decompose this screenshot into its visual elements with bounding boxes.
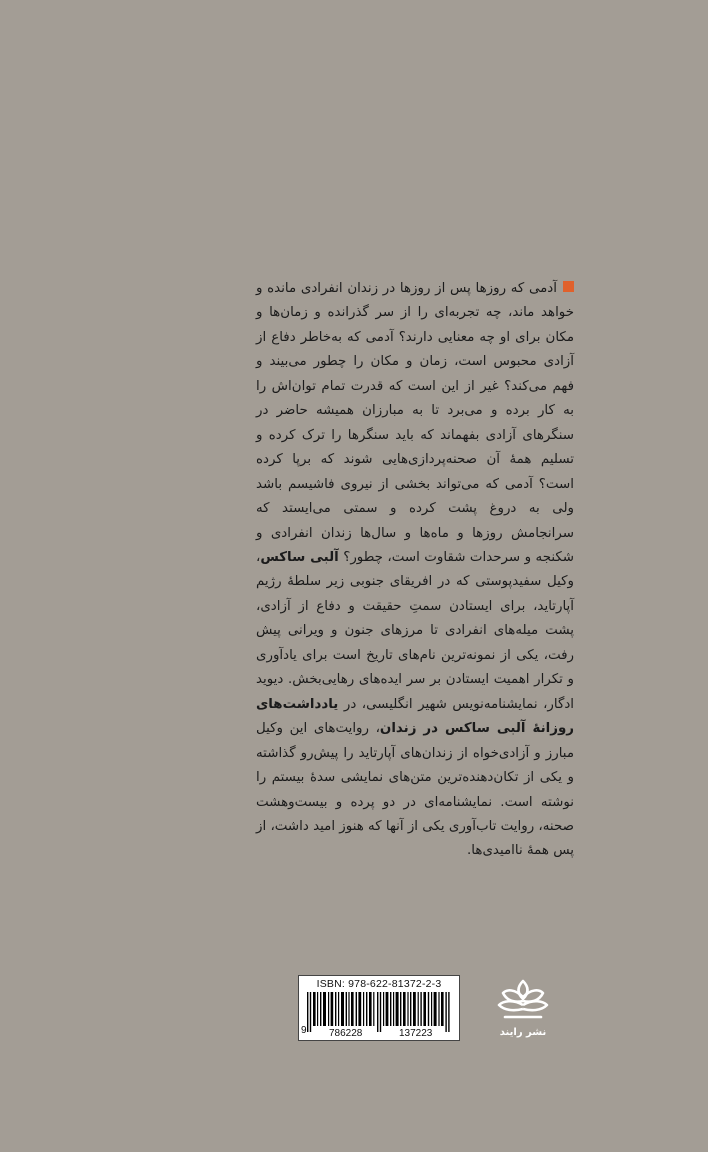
blurb-name-albie-sachs: آلبی ساکس xyxy=(260,549,339,565)
back-cover-blurb xyxy=(256,277,574,864)
orange-square-marker xyxy=(563,281,574,292)
blurb-part-1: آدمی که روزها پس از روزها در زندان انفرادی مانده و خواهد ماند، چه تجربه‌ای را از سر گذرانده و زمان‌ها و مکان برای او چه معنایی دارند؟ آدمی که به‌خاطر دفاع از آزادی محبوس است، زمان و مکان را چطور می‌بیند و فهم می‌کند؟ غیر از این است که قدرت تمام توان‌اش را به کار برده و می‌برد تا به مبارزان همیشه حاضر در سنگرهای آزادی بفهماند که باید سنگرها را ترک کرده و تسلیم همهٔ آن صحنه‌پردازی‌هایی شوند که برپا کرده است؟ آدمی که می‌تواند بخشی از نیروی فاشیسم باشد ولی به دروغ پشت کرده و سمتی می‌ایستد که سرانجامش روزها و ماه‌ها و سال‌ها زندان انفرادی و شکنجه و سرحدات شقاوت است، چطور؟ xyxy=(256,281,574,565)
blurb-part-3: ، روایت‌های این وکیل مبارز و آزادی‌خواه از زندان‌های آپارتاید را پیش‌رو گذاشته و یکی از تکان‌دهنده‌ترین متن‌های نمایشی سدهٔ بیستم را نوشته است. نمایشنامه‌ای در دو پرده و بیست‌وهشت صحنه، روایت تاب‌آوری یکی از آنها که هنوز امید داشت، از پس همهٔ ناامیدی‌ها. xyxy=(256,721,574,859)
isbn-barcode xyxy=(298,975,460,1041)
lotus-icon xyxy=(493,975,553,1027)
barcode-digits-left: 786228 xyxy=(325,1028,366,1039)
blurb-part-2: ، وکیل سفیدپوستی که در افریقای جنوبی زیر سلطهٔ رژیم آپارتاید، برای ایستادن سمتِ حقیقت و دفاع از آزادی، پشت میله‌های انفرادی تا مرزهای جنون و ویرانی پیش رفت، یکی از نمونه‌ترین نام‌های تاریخ است برای یادآوری و تکرار اهمیت ایستادن بر سر ایده‌های رهایی‌بخش. دیوید ادگار، نمایشنامه‌نویس شهیر انگلیسی، در xyxy=(256,549,574,712)
barcode-bars xyxy=(307,992,453,1032)
barcode-lead-digit: 9 xyxy=(301,1025,307,1036)
publisher-name: نشر رایند xyxy=(499,1027,547,1038)
publisher-logo xyxy=(493,975,553,1047)
isbn-label: ISBN: 978-622-81372-2-3 xyxy=(316,978,442,990)
blurb-book-title: یادداشت‌های روزانهٔ آلبی ساکس در زندان xyxy=(256,696,574,737)
barcode-digits-right: 137223 xyxy=(395,1028,436,1039)
